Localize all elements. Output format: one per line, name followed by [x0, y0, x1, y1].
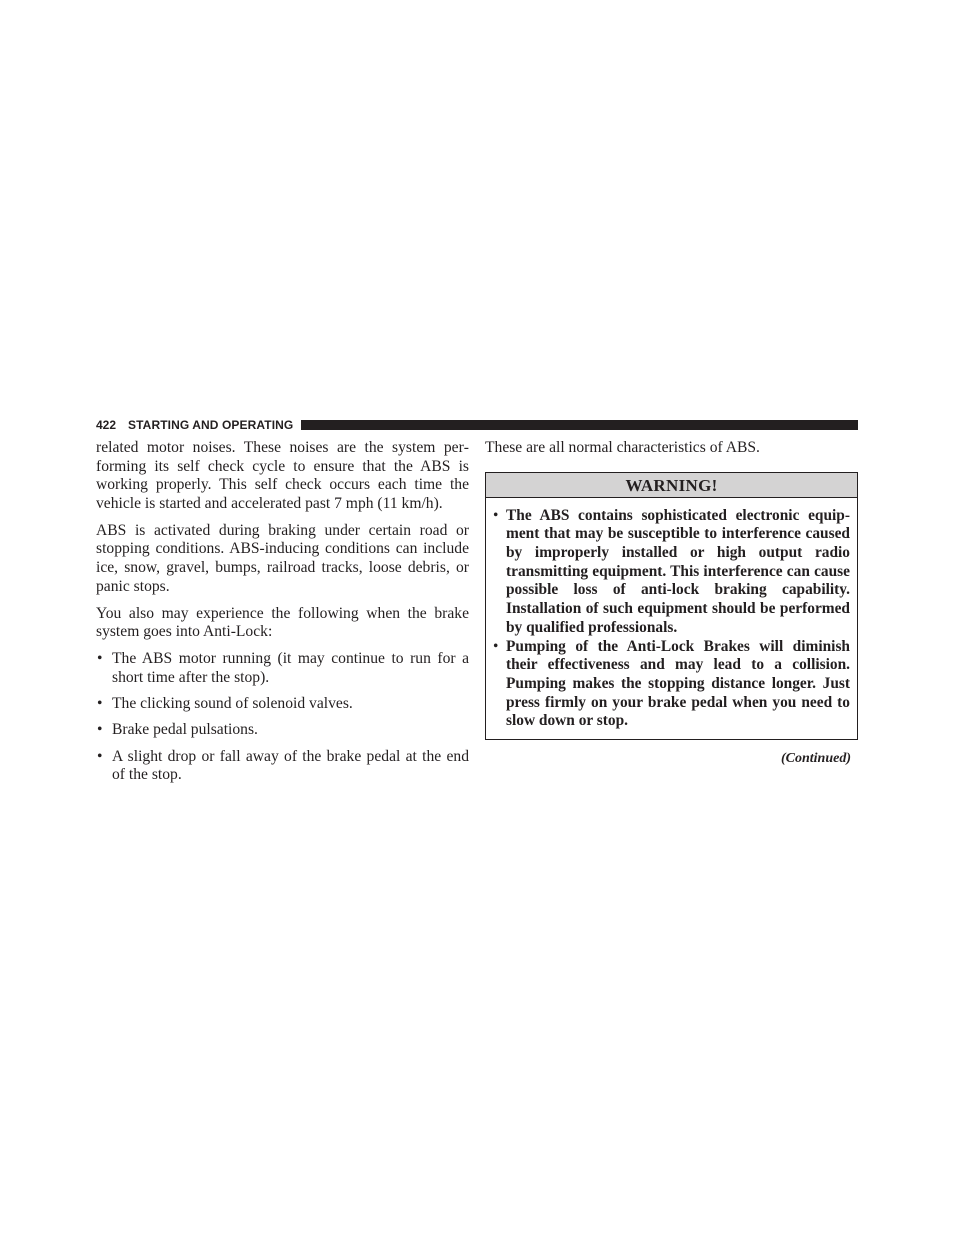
warning-item — [493, 638, 850, 732]
paragraph-anti-lock-intro: You also may experience the following when the brake system goes into Anti-Lock: — [96, 604, 469, 641]
list-item — [96, 721, 469, 740]
warning-box — [485, 472, 858, 740]
bullet-icon: • — [97, 747, 103, 765]
paragraph-abs-self-check: related motor noises. These noises are the system performing its self check cycle to ensure that the ABS is working properly. This self check occurs each time the vehicle is started and accelerated past 7 mph (11 km/h). — [96, 439, 469, 512]
list-item — [96, 650, 469, 687]
left-column — [96, 439, 469, 793]
page-header — [96, 417, 858, 433]
warning-item — [493, 507, 850, 638]
header-rule — [301, 420, 858, 430]
bullet-icon: • — [97, 650, 103, 668]
list-item — [96, 695, 469, 714]
right-column — [485, 439, 858, 769]
list-item-text: The clicking sound of solenoid valves. — [112, 695, 353, 713]
bullet-icon: • — [493, 506, 499, 524]
paragraph-normal-characteristics: These are all normal characteristics of ABS. — [485, 439, 760, 456]
section-title: STARTING AND OPERATING — [128, 418, 294, 432]
warning-list — [486, 498, 857, 739]
anti-lock-effects-list — [96, 650, 469, 785]
list-item — [96, 748, 469, 785]
warning-title: WARNING! — [486, 473, 857, 498]
list-item-text: Brake pedal pulsations. — [112, 721, 258, 739]
bullet-icon: • — [97, 695, 103, 713]
warning-item-text: Pumping of the Anti-Lock Brakes will diminish their effectiveness and may lead to a collision. Pumping makes the stopping distance longer. Just press firmly on your brake pedal when you need to slow down or stop. — [506, 637, 850, 730]
page-number: 422 — [96, 418, 117, 432]
list-item-text: The ABS motor running (it may continue to run for a short time after the stop). — [112, 650, 469, 686]
bullet-icon: • — [97, 721, 103, 739]
list-item-text: A slight drop or fall away of the brake pedal at the end of the stop. — [112, 747, 469, 784]
continued-label: (Continued) — [780, 751, 851, 767]
paragraph-abs-conditions: ABS is activated during braking under certain road or stopping conditions. ABS-inducing conditions can include ice, snow, gravel, bumps, railroad tracks, loose debris, or panic stops. — [96, 521, 469, 595]
warning-item-text: The ABS contains sophisticated electronic equipment that may be susceptible to interference caused by improperly installed or high output radio transmitting equipment. This interference can cause possible loss of anti-lock braking capability. Installation of such equipment should be performed by qualified professionals. — [506, 506, 850, 636]
bullet-icon: • — [493, 637, 499, 655]
